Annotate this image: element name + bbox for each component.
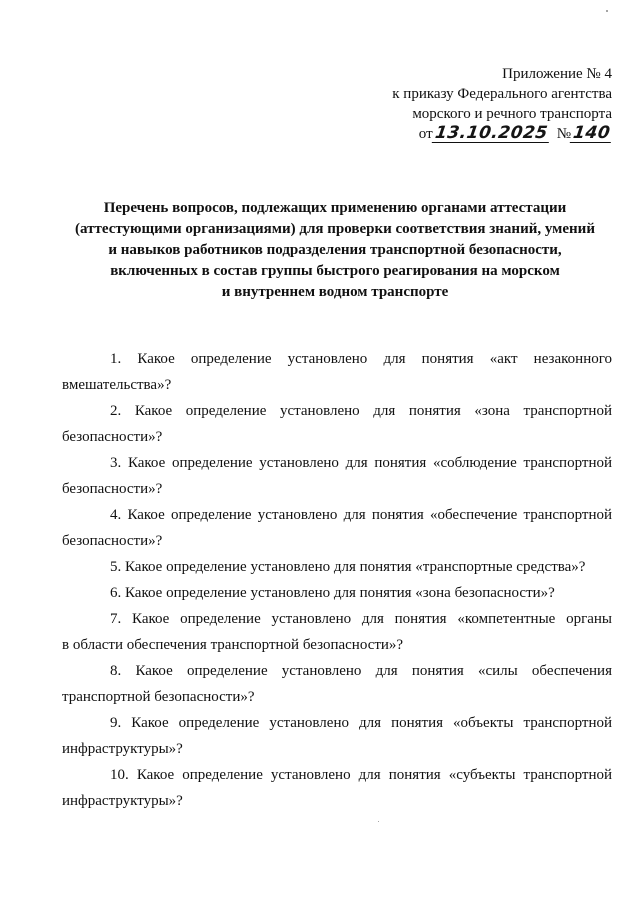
title-line: (аттестующими организациями) для проверки соответствия знаний, умений bbox=[75, 221, 595, 237]
question-item bbox=[62, 554, 612, 580]
question-text-continuation: безопасности»? bbox=[62, 481, 163, 497]
question-item bbox=[62, 580, 612, 606]
question-text: 3. Какое определение установлено для понятия «соблюдение транспортной bbox=[110, 455, 612, 471]
title-line: включенных в состав группы быстрого реагирования на морском bbox=[110, 263, 560, 279]
question-text: 9. Какое определение установлено для понятия «объекты транспортной bbox=[110, 715, 612, 731]
question-text-continuation: безопасности»? bbox=[62, 533, 163, 549]
order-number-label: № bbox=[556, 126, 571, 142]
scan-speck bbox=[378, 821, 379, 822]
appendix-order-reference: к приказу Федерального агентства bbox=[392, 86, 612, 102]
question-item bbox=[62, 710, 612, 762]
question-item bbox=[62, 346, 612, 398]
question-text-continuation: в области обеспечения транспортной безопасности»? bbox=[62, 637, 404, 653]
handwritten-order-date: 13.10.2025 bbox=[433, 123, 549, 143]
questions-list bbox=[62, 346, 612, 814]
appendix-number: Приложение № 4 bbox=[502, 66, 612, 82]
handwritten-order-number: 140 bbox=[571, 123, 612, 143]
question-item bbox=[62, 762, 612, 814]
question-item bbox=[62, 606, 612, 658]
question-text: 6. Какое определение установлено для понятия «зона безопасности»? bbox=[110, 585, 555, 601]
question-item bbox=[62, 398, 612, 450]
question-text: 7. Какое определение установлено для понятия «компетентные органы bbox=[110, 611, 612, 627]
question-text-continuation: инфраструктуры»? bbox=[62, 741, 183, 757]
question-text: 8. Какое определение установлено для понятия «силы обеспечения bbox=[110, 663, 612, 679]
question-item bbox=[62, 450, 612, 502]
title-line: и внутреннем водном транспорте bbox=[221, 284, 449, 300]
question-text-continuation: транспортной безопасности»? bbox=[62, 689, 255, 705]
question-text-continuation: инфраструктуры»? bbox=[62, 793, 183, 809]
question-text: 2. Какое определение установлено для понятия «зона транспортной bbox=[110, 403, 612, 419]
question-text: 10. Какое определение установлено для понятия «субъекты транспортной bbox=[110, 767, 612, 783]
order-prefix: от bbox=[418, 126, 433, 142]
question-text: 4. Какое определение установлено для понятия «обеспечение транспортной bbox=[110, 507, 612, 523]
title-line: Перечень вопросов, подлежащих применению органами аттестации bbox=[103, 200, 567, 216]
question-text: 5. Какое определение установлено для понятия «транспортные средства»? bbox=[110, 559, 586, 575]
question-text-continuation: безопасности»? bbox=[62, 429, 163, 445]
question-item bbox=[62, 658, 612, 710]
title-line: и навыков работников подразделения транспортной безопасности, bbox=[108, 242, 562, 258]
scan-speck bbox=[606, 10, 608, 12]
question-text-continuation: вмешательства»? bbox=[62, 377, 172, 393]
appendix-agency-name: морского и речного транспорта bbox=[412, 106, 612, 122]
document-title bbox=[60, 198, 610, 303]
question-item bbox=[62, 502, 612, 554]
order-date-line bbox=[392, 124, 612, 144]
question-text: 1. Какое определение установлено для понятия «акт незаконного bbox=[110, 351, 612, 367]
appendix-header bbox=[392, 64, 612, 144]
